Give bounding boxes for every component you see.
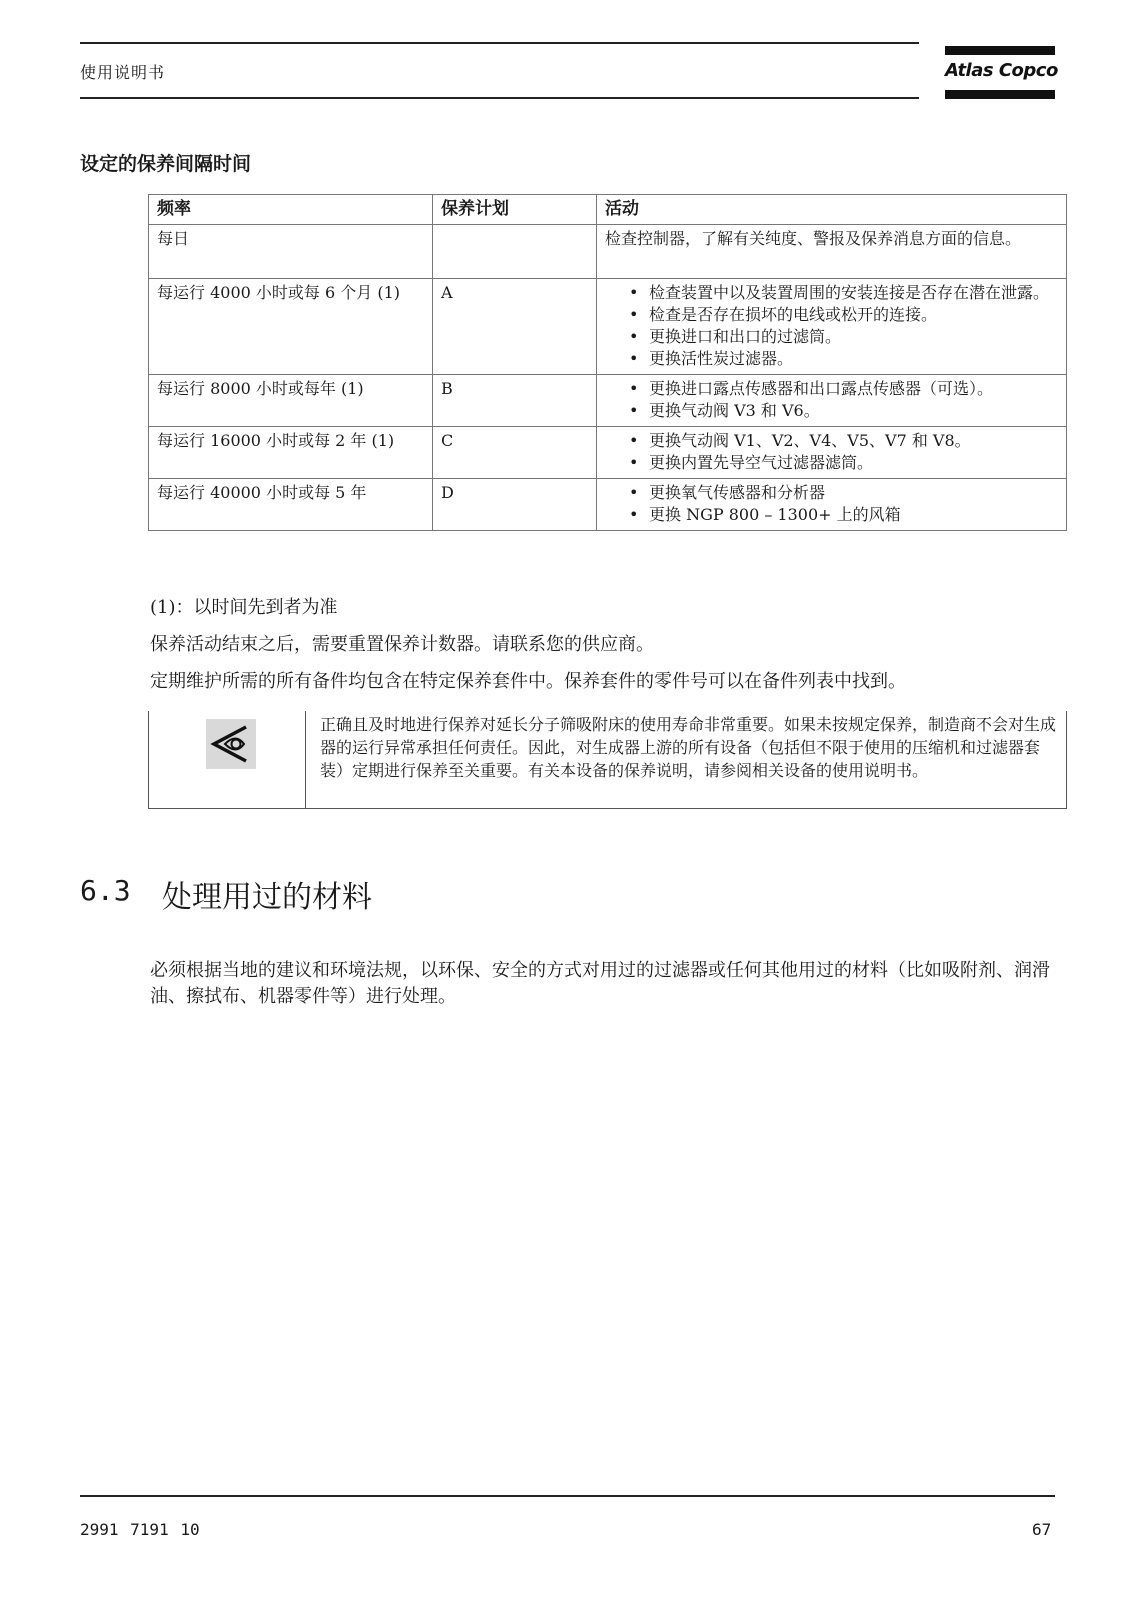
plan-cell: C bbox=[433, 427, 597, 479]
note-left-border bbox=[148, 711, 149, 808]
activity-item: • 更换内置先导空气过滤器滤筒。 bbox=[649, 452, 1058, 474]
activity-item: • 更换氧气传感器和分析器 bbox=[649, 482, 1058, 504]
activity-list bbox=[605, 378, 1058, 422]
note-divider bbox=[305, 711, 306, 808]
logo-wordmark: Atlas Copco bbox=[945, 60, 1058, 81]
footer-rule bbox=[80, 1495, 1055, 1497]
column-header-plan: 保养计划 bbox=[433, 195, 597, 225]
table-row bbox=[149, 427, 1067, 479]
activity-list bbox=[605, 482, 1058, 526]
plan-cell bbox=[433, 225, 597, 279]
header-top-rule bbox=[80, 42, 919, 44]
atlas-copco-logo bbox=[945, 46, 1058, 100]
activity-text: 检查控制器，了解有关纯度、警报及保养消息方面的信息。 bbox=[605, 229, 1022, 248]
activity-item: • 检查装置中以及装置周围的安装连接是否存在潜在泄露。 bbox=[649, 282, 1058, 304]
table-row bbox=[149, 279, 1067, 375]
frequency-cell: 每运行 8000 小时或每年 (1) bbox=[149, 375, 433, 427]
caution-note-box bbox=[148, 711, 1067, 809]
plan-cell: A bbox=[433, 279, 597, 375]
activity-item: • 更换 NGP 800 – 1300+ 上的风箱 bbox=[649, 504, 1058, 526]
frequency-cell: 每日 bbox=[149, 225, 433, 279]
column-header-frequency: 频率 bbox=[149, 195, 433, 225]
logo-bottom-bar bbox=[945, 90, 1055, 99]
note-right-border bbox=[1066, 711, 1067, 808]
table-row bbox=[149, 225, 1067, 279]
note-text: 正确且及时地进行保养对延长分子筛吸附床的使用寿命非常重要。如果未按规定保养，制造商不会对生成器的运行异常承担任何责任。因此，对生成器上游的所有设备（包括但不限于使用的压缩机和过滤器套装）定期进行保养至关重要。有关本设备的保养说明，请参阅相关设备的使用说明书。 bbox=[320, 715, 1057, 780]
header-bottom-rule bbox=[80, 97, 919, 99]
activity-item: • 检查是否存在损坏的电线或松开的连接。 bbox=[649, 304, 1058, 326]
frequency-cell: 每运行 4000 小时或每 6 个月 (1) bbox=[149, 279, 433, 375]
activity-item: • 更换活性炭过滤器。 bbox=[649, 348, 1058, 370]
plan-cell: D bbox=[433, 479, 597, 531]
table-header-row bbox=[149, 195, 1067, 225]
activity-cell bbox=[597, 479, 1067, 531]
frequency-cell: 每运行 16000 小时或每 2 年 (1) bbox=[149, 427, 433, 479]
activity-cell bbox=[597, 427, 1067, 479]
activity-list bbox=[605, 282, 1058, 370]
activity-item: • 更换气动阀 V3 和 V6。 bbox=[649, 400, 1058, 422]
activity-cell bbox=[597, 225, 1067, 279]
maintenance-schedule-table bbox=[148, 194, 1067, 531]
service-kit-note: 定期维护所需的所有备件均包含在特定保养套件中。保养套件的零件号可以在备件列表中找到。 bbox=[150, 671, 906, 692]
column-header-activity: 活动 bbox=[597, 195, 1067, 225]
section-number: 6.3 bbox=[80, 874, 131, 907]
table-row bbox=[149, 375, 1067, 427]
section-body: 必须根据当地的建议和环境法规，以环保、安全的方式对用过的过滤器或任何其他用过的材料（比如吸附剂、润滑油、擦拭布、机器零件等）进行处理。 bbox=[150, 960, 1050, 1007]
table-heading: 设定的保养间隔时间 bbox=[80, 153, 252, 175]
logo-top-bar bbox=[945, 46, 1055, 55]
footnote: (1)：以时间先到者为准 bbox=[150, 597, 338, 618]
activity-item: • 更换进口和出口的过滤筒。 bbox=[649, 326, 1058, 348]
reset-counter-note: 保养活动结束之后，需要重置保养计数器。请联系您的供应商。 bbox=[150, 634, 654, 655]
frequency-cell: 每运行 40000 小时或每 5 年 bbox=[149, 479, 433, 531]
table-row bbox=[149, 479, 1067, 531]
activity-cell bbox=[597, 279, 1067, 375]
activity-item: • 更换进口露点传感器和出口露点传感器（可选）。 bbox=[649, 378, 1058, 400]
page-number: 67 bbox=[1032, 1520, 1052, 1539]
section-title: 处理用过的材料 bbox=[162, 880, 372, 915]
activity-item: • 更换气动阀 V1、V2、V4、V5、V7 和 V8。 bbox=[649, 430, 1058, 452]
document-type-label: 使用说明书 bbox=[80, 63, 166, 82]
eye-caution-icon bbox=[206, 719, 256, 769]
activity-list bbox=[605, 430, 1058, 474]
plan-cell: B bbox=[433, 375, 597, 427]
activity-cell bbox=[597, 375, 1067, 427]
document-number: 2991 7191 10 bbox=[80, 1520, 200, 1539]
